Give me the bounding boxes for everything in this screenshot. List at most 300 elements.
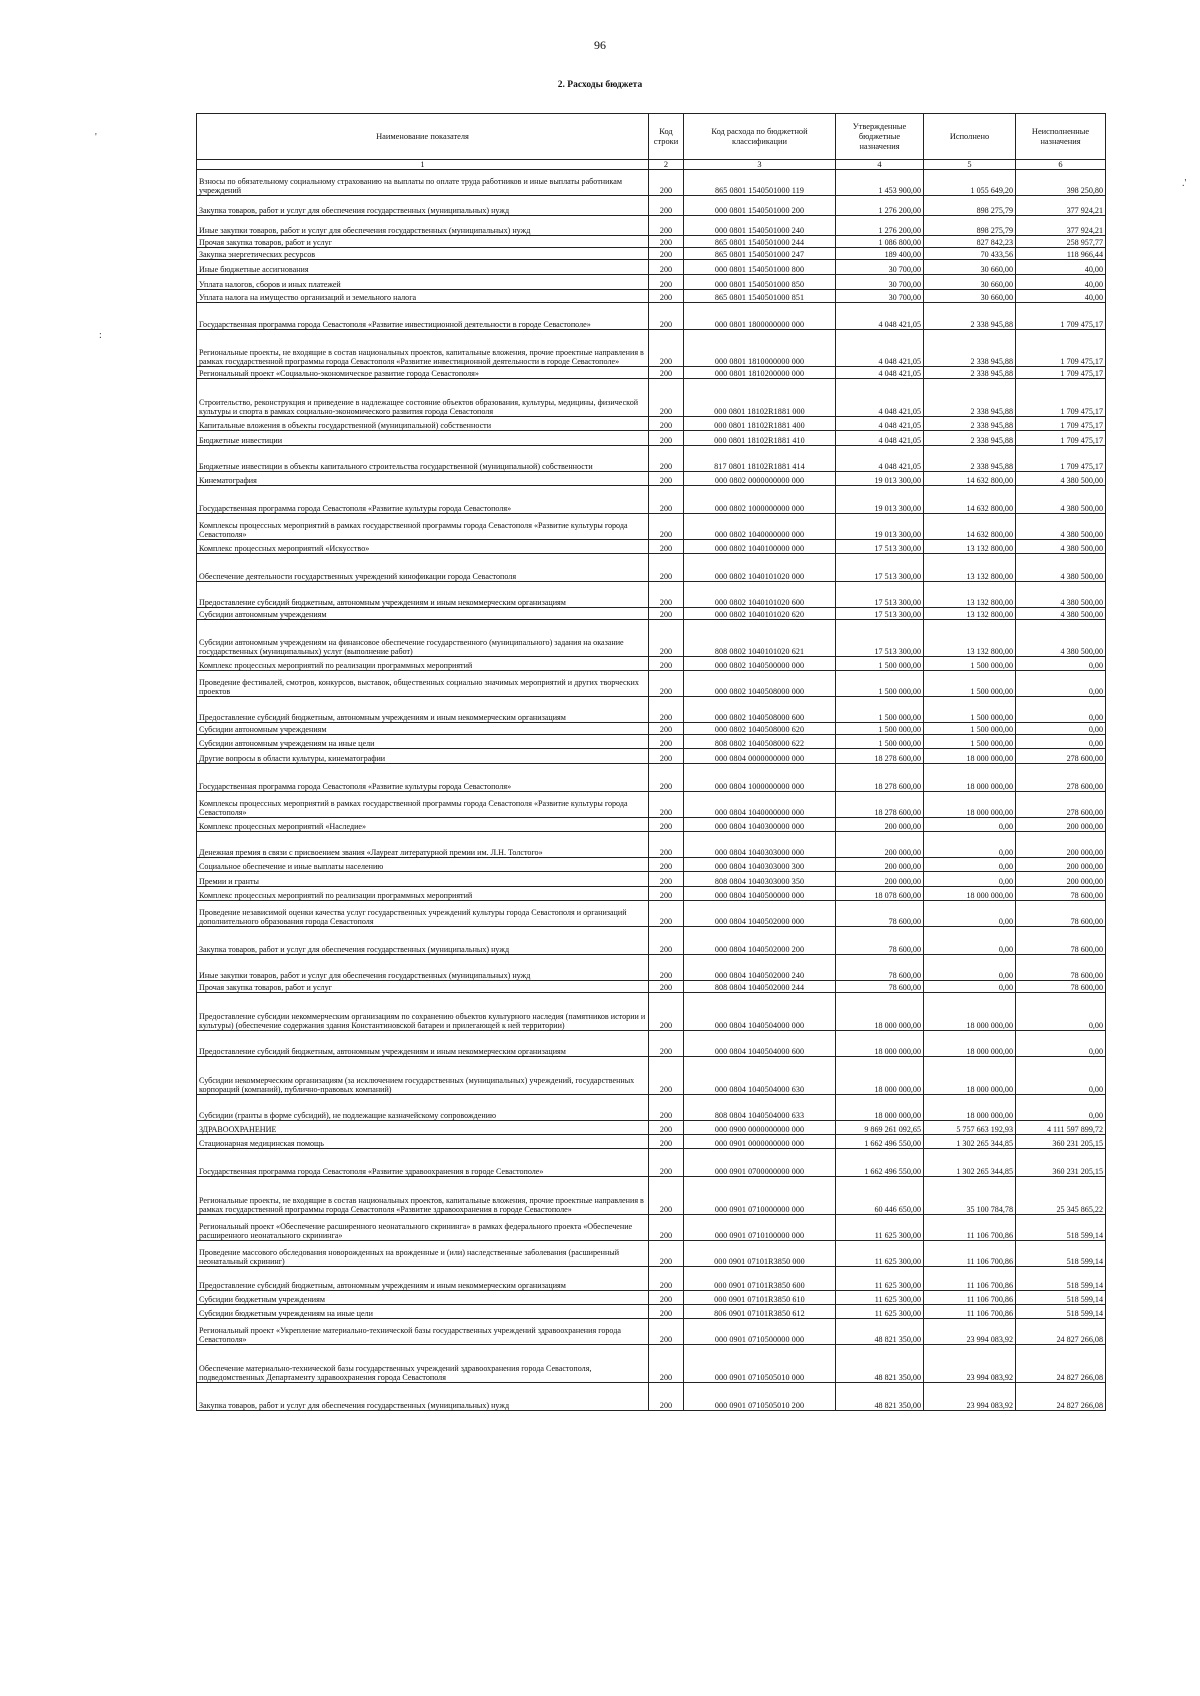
row-name: Субсидии бюджетным учреждениям на иные цели [197,1305,649,1319]
row-budget-classification: 865 0801 1540501000 247 [684,248,836,260]
row-approved-amount: 18 000 000,00 [836,1057,924,1095]
table-row [197,749,1106,764]
row-remaining-amount: 0,00 [1016,1031,1106,1057]
row-line-code: 200 [649,887,684,901]
row-approved-amount: 1 276 200,00 [836,196,924,216]
row-line-code: 200 [649,749,684,764]
column-header-remaining: Неисполненные назначения [1016,114,1106,160]
row-name: ЗДРАВООХРАНЕНИЕ [197,1121,649,1135]
row-approved-amount: 18 000 000,00 [836,1031,924,1057]
row-approved-amount: 18 000 000,00 [836,993,924,1031]
row-name: Уплата налогов, сборов и иных платежей [197,275,649,290]
row-executed-amount: 1 500 000,00 [924,657,1016,671]
row-name: Бюджетные инвестиции [197,431,649,446]
row-executed-amount: 2 338 945,88 [924,330,1016,367]
row-executed-amount: 0,00 [924,927,1016,955]
row-approved-amount: 17 513 300,00 [836,554,924,582]
row-approved-amount: 78 600,00 [836,927,924,955]
row-approved-amount: 19 013 300,00 [836,472,924,486]
row-executed-amount: 0,00 [924,832,1016,858]
row-line-code: 200 [649,832,684,858]
row-line-code: 200 [649,1291,684,1305]
row-remaining-amount: 0,00 [1016,993,1106,1031]
row-line-code: 200 [649,901,684,927]
row-budget-classification: 000 0901 0710500000 000 [684,1319,836,1345]
row-name: Строительство, реконструкция и приведение в надлежащее состояние объектов образования, культуры, медицины, физической культуры и спорта в рамках социально-экономического развития города Севастополя [197,379,649,417]
table-row [197,1215,1106,1241]
row-name: Комплекс процессных мероприятий по реализации программных мероприятий [197,657,649,671]
row-line-code: 200 [649,818,684,832]
row-remaining-amount: 377 924,21 [1016,216,1106,236]
row-executed-amount: 1 302 265 344,85 [924,1149,1016,1177]
row-approved-amount: 9 869 261 092,65 [836,1121,924,1135]
row-remaining-amount: 377 924,21 [1016,196,1106,216]
row-approved-amount: 1 086 800,00 [836,236,924,248]
row-executed-amount: 23 994 083,92 [924,1345,1016,1383]
row-name: Субсидии автономным учреждениям [197,723,649,735]
row-executed-amount: 0,00 [924,872,1016,887]
row-name: Предоставление субсидий бюджетным, автономным учреждениям и иным некоммерческим организациям [197,697,649,723]
row-line-code: 200 [649,1177,684,1215]
row-executed-amount: 14 632 800,00 [924,514,1016,540]
row-name: Другие вопросы в области культуры, кинематографии [197,749,649,764]
row-line-code: 200 [649,1267,684,1291]
table-row [197,993,1106,1031]
row-executed-amount: 11 106 700,86 [924,1305,1016,1319]
row-remaining-amount: 360 231 205,15 [1016,1149,1106,1177]
row-budget-classification: 000 0804 1040500000 000 [684,887,836,901]
row-budget-classification: 865 0801 1540501000 119 [684,170,836,196]
row-budget-classification: 808 0804 1040504000 633 [684,1095,836,1121]
row-remaining-amount: 518 599,14 [1016,1291,1106,1305]
row-executed-amount: 2 338 945,88 [924,367,1016,379]
row-approved-amount: 200 000,00 [836,832,924,858]
row-name: Проведение массового обследования новорожденных на врожденные и (или) наследственные заболевания (расширенный неонатальный скрининг) [197,1241,649,1267]
row-name: Комплекс процессных мероприятий по реализации программных мероприятий [197,887,649,901]
table-row [197,540,1106,554]
row-approved-amount: 19 013 300,00 [836,486,924,514]
row-name: Обеспечение материально-технической базы государственных учреждений здравоохранения города Севастополя, подведомственных Департаменту здравоохранения города Севастополя [197,1345,649,1383]
row-executed-amount: 18 000 000,00 [924,993,1016,1031]
row-line-code: 200 [649,486,684,514]
row-executed-amount: 18 000 000,00 [924,749,1016,764]
row-line-code: 200 [649,236,684,248]
row-remaining-amount: 0,00 [1016,723,1106,735]
row-name: Субсидии бюджетным учреждениям [197,1291,649,1305]
row-line-code: 200 [649,1121,684,1135]
row-budget-classification: 000 0801 1540501000 240 [684,216,836,236]
table-row [197,170,1106,196]
row-approved-amount: 200 000,00 [836,872,924,887]
row-remaining-amount: 78 600,00 [1016,981,1106,993]
row-budget-classification: 000 0901 07101R3850 600 [684,1267,836,1291]
row-remaining-amount: 398 250,80 [1016,170,1106,196]
row-name: Прочая закупка товаров, работ и услуг [197,236,649,248]
table-row [197,472,1106,486]
row-approved-amount: 17 513 300,00 [836,620,924,657]
row-remaining-amount: 0,00 [1016,735,1106,749]
row-approved-amount: 48 821 350,00 [836,1383,924,1411]
row-approved-amount: 1 500 000,00 [836,671,924,697]
row-remaining-amount: 1 709 475,17 [1016,330,1106,367]
row-line-code: 200 [649,981,684,993]
row-executed-amount: 18 000 000,00 [924,764,1016,792]
table-row [197,818,1106,832]
row-remaining-amount: 4 111 597 899,72 [1016,1121,1106,1135]
row-name: Проведение фестивалей, смотров, конкурсов, выставок, общественных социально значимых мероприятий и других творческих проектов [197,671,649,697]
row-approved-amount: 17 513 300,00 [836,540,924,554]
row-budget-classification: 000 0901 07101R3850 000 [684,1241,836,1267]
row-name: Стационарная медицинская помощь [197,1135,649,1149]
row-line-code: 200 [649,1241,684,1267]
row-remaining-amount: 518 599,14 [1016,1305,1106,1319]
row-line-code: 200 [649,993,684,1031]
row-remaining-amount: 78 600,00 [1016,901,1106,927]
table-row [197,236,1106,248]
row-budget-classification: 806 0901 07101R3850 612 [684,1305,836,1319]
row-approved-amount: 1 662 496 550,00 [836,1149,924,1177]
row-line-code: 200 [649,1345,684,1383]
table-row [197,582,1106,608]
column-number-row [197,160,1106,170]
row-name: Государственная программа города Севастополя «Развитие культуры города Севастополя» [197,764,649,792]
row-remaining-amount: 40,00 [1016,290,1106,303]
table-row [197,1177,1106,1215]
row-budget-classification: 865 0801 1540501000 244 [684,236,836,248]
table-row [197,216,1106,236]
table-row [197,1241,1106,1267]
row-remaining-amount: 4 380 500,00 [1016,472,1106,486]
table-row [197,486,1106,514]
row-approved-amount: 18 278 600,00 [836,792,924,818]
row-line-code: 200 [649,1057,684,1095]
row-approved-amount: 189 400,00 [836,248,924,260]
row-budget-classification: 000 0901 0710000000 000 [684,1177,836,1215]
row-budget-classification: 000 0802 1040508000 000 [684,671,836,697]
table-row [197,1057,1106,1095]
row-name: Региональные проекты, не входящие в состав национальных проектов, капитальные вложения, прочие проектные направления в рамках государственной программы города Севастополя «Развитие здравоохранения в городе Севастополе» [197,1177,649,1215]
row-budget-classification: 865 0801 1540501000 851 [684,290,836,303]
table-row [197,764,1106,792]
row-name: Государственная программа города Севастополя «Развитие инвестиционной деятельности в городе Севастополе» [197,303,649,330]
column-header-code: Код строки [649,114,684,160]
row-budget-classification: 000 0900 0000000000 000 [684,1121,836,1135]
row-budget-classification: 000 0802 1040500000 000 [684,657,836,671]
row-line-code: 200 [649,367,684,379]
row-approved-amount: 11 625 300,00 [836,1241,924,1267]
table-row [197,303,1106,330]
row-approved-amount: 19 013 300,00 [836,514,924,540]
row-executed-amount: 1 500 000,00 [924,671,1016,697]
row-budget-classification: 808 0804 1040502000 244 [684,981,836,993]
row-executed-amount: 13 132 800,00 [924,540,1016,554]
row-name: Премии и гранты [197,872,649,887]
row-remaining-amount: 518 599,14 [1016,1241,1106,1267]
row-line-code: 200 [649,723,684,735]
row-budget-classification: 000 0901 0710505010 200 [684,1383,836,1411]
row-budget-classification: 000 0901 0700000000 000 [684,1149,836,1177]
row-budget-classification: 817 0801 18102R1881 414 [684,446,836,472]
row-executed-amount: 23 994 083,92 [924,1319,1016,1345]
row-budget-classification: 000 0801 18102R1881 400 [684,417,836,431]
table-row [197,554,1106,582]
row-name: Капитальные вложения в объекты государственной (муниципальной) собственности [197,417,649,431]
table-row [197,1319,1106,1345]
table-row [197,367,1106,379]
row-executed-amount: 30 660,00 [924,275,1016,290]
row-executed-amount: 898 275,79 [924,216,1016,236]
row-remaining-amount: 4 380 500,00 [1016,540,1106,554]
row-budget-classification: 000 0901 0710505010 000 [684,1345,836,1383]
row-line-code: 200 [649,472,684,486]
table-header-row [197,114,1106,160]
row-line-code: 200 [649,697,684,723]
row-remaining-amount: 118 966,44 [1016,248,1106,260]
table-row [197,872,1106,887]
row-remaining-amount: 360 231 205,15 [1016,1135,1106,1149]
row-line-code: 200 [649,1095,684,1121]
row-line-code: 200 [649,330,684,367]
table-row [197,514,1106,540]
row-approved-amount: 48 821 350,00 [836,1345,924,1383]
row-budget-classification: 000 0804 1040504000 000 [684,993,836,1031]
row-line-code: 200 [649,927,684,955]
row-remaining-amount: 4 380 500,00 [1016,582,1106,608]
row-name: Закупка товаров, работ и услуг для обеспечения государственных (муниципальных) нужд [197,927,649,955]
row-name: Иные закупки товаров, работ и услуг для обеспечения государственных (муниципальных) нужд [197,955,649,981]
row-executed-amount: 13 132 800,00 [924,554,1016,582]
row-executed-amount: 898 275,79 [924,196,1016,216]
row-line-code: 200 [649,620,684,657]
row-budget-classification: 000 0804 1040502000 000 [684,901,836,927]
row-name: Комплекс процессных мероприятий «Искусство» [197,540,649,554]
column-number: 6 [1016,160,1106,170]
row-approved-amount: 60 446 650,00 [836,1177,924,1215]
row-executed-amount: 1 500 000,00 [924,697,1016,723]
row-executed-amount: 0,00 [924,981,1016,993]
row-remaining-amount: 278 600,00 [1016,792,1106,818]
row-budget-classification: 000 0802 1040101020 620 [684,608,836,620]
table-row [197,723,1106,735]
column-number: 3 [684,160,836,170]
row-executed-amount: 23 994 083,92 [924,1383,1016,1411]
row-budget-classification: 000 0801 1540501000 800 [684,260,836,275]
row-line-code: 200 [649,303,684,330]
row-name: Региональный проект «Социально-экономическое развитие города Севастополя» [197,367,649,379]
row-executed-amount: 18 000 000,00 [924,887,1016,901]
row-remaining-amount: 40,00 [1016,260,1106,275]
row-approved-amount: 1 662 496 550,00 [836,1135,924,1149]
row-executed-amount: 11 106 700,86 [924,1241,1016,1267]
scan-artifact: .' [1182,178,1187,189]
row-budget-classification: 000 0801 18102R1881 410 [684,431,836,446]
row-line-code: 200 [649,735,684,749]
row-line-code: 200 [649,1215,684,1241]
row-approved-amount: 30 700,00 [836,275,924,290]
row-name: Кинематография [197,472,649,486]
row-executed-amount: 13 132 800,00 [924,608,1016,620]
row-approved-amount: 11 625 300,00 [836,1305,924,1319]
row-remaining-amount: 200 000,00 [1016,872,1106,887]
row-approved-amount: 11 625 300,00 [836,1267,924,1291]
table-row [197,1031,1106,1057]
table-row [197,697,1106,723]
table-row [197,735,1106,749]
row-line-code: 200 [649,540,684,554]
expenses-table [196,113,1106,1411]
table-row [197,1291,1106,1305]
row-approved-amount: 18 278 600,00 [836,749,924,764]
table-body [197,170,1106,1411]
column-number: 4 [836,160,924,170]
row-budget-classification: 000 0802 1040101020 600 [684,582,836,608]
row-remaining-amount: 25 345 865,22 [1016,1177,1106,1215]
row-name: Уплата налога на имущество организаций и земельного налога [197,290,649,303]
row-name: Государственная программа города Севастополя «Развитие здравоохранения в городе Севастополе» [197,1149,649,1177]
row-name: Субсидии (гранты в форме субсидий), не подлежащие казначейскому сопровождению [197,1095,649,1121]
row-approved-amount: 200 000,00 [836,858,924,872]
row-executed-amount: 13 132 800,00 [924,582,1016,608]
row-line-code: 200 [649,582,684,608]
row-name: Социальное обеспечение и иные выплаты населению [197,858,649,872]
row-executed-amount: 0,00 [924,901,1016,927]
row-remaining-amount: 0,00 [1016,657,1106,671]
row-approved-amount: 17 513 300,00 [836,582,924,608]
row-name: Комплекс процессных мероприятий «Наследие» [197,818,649,832]
row-budget-classification: 000 0804 1040303000 000 [684,832,836,858]
column-number: 2 [649,160,684,170]
table-row [197,832,1106,858]
row-budget-classification: 000 0804 1000000000 000 [684,764,836,792]
row-line-code: 200 [649,1135,684,1149]
row-name: Субсидии автономным учреждениям на финансовое обеспечение государственного (муниципального) задания на оказание государственных (муниципальных) услуг (выполнение работ) [197,620,649,657]
row-budget-classification: 808 0802 1040101020 621 [684,620,836,657]
table-row [197,417,1106,431]
row-remaining-amount: 0,00 [1016,671,1106,697]
row-name: Бюджетные инвестиции в объекты капитального строительства государственной (муниципальной) собственности [197,446,649,472]
row-line-code: 200 [649,417,684,431]
row-line-code: 200 [649,764,684,792]
row-remaining-amount: 0,00 [1016,697,1106,723]
row-name: Предоставление субсидии некоммерческим организациям по сохранению объектов культурного наследия (памятников истории и культуры) (обеспечение содержания здания Константиновской батареи и прилегающей к ней территории) [197,993,649,1031]
row-line-code: 200 [649,431,684,446]
row-budget-classification: 000 0804 1040303000 300 [684,858,836,872]
row-remaining-amount: 1 709 475,17 [1016,303,1106,330]
row-line-code: 200 [649,514,684,540]
column-header-classification: Код расхода по бюджетной классификации [684,114,836,160]
row-executed-amount: 35 100 784,78 [924,1177,1016,1215]
row-executed-amount: 2 338 945,88 [924,446,1016,472]
row-name: Обеспечение деятельности государственных учреждений кинофикации города Севастополя [197,554,649,582]
row-budget-classification: 000 0801 1540501000 850 [684,275,836,290]
row-executed-amount: 18 000 000,00 [924,1031,1016,1057]
row-approved-amount: 18 000 000,00 [836,1095,924,1121]
row-line-code: 200 [649,216,684,236]
row-remaining-amount: 78 600,00 [1016,955,1106,981]
row-name: Закупка энергетических ресурсов [197,248,649,260]
row-line-code: 200 [649,1305,684,1319]
column-number: 5 [924,160,1016,170]
row-line-code: 200 [649,955,684,981]
row-remaining-amount: 1 709 475,17 [1016,367,1106,379]
row-remaining-amount: 200 000,00 [1016,832,1106,858]
row-approved-amount: 1 500 000,00 [836,697,924,723]
row-line-code: 200 [649,260,684,275]
row-executed-amount: 1 500 000,00 [924,735,1016,749]
table-row [197,1135,1106,1149]
row-executed-amount: 30 660,00 [924,260,1016,275]
column-header-approved: Утвержденные бюджетные назначения [836,114,924,160]
row-line-code: 200 [649,872,684,887]
row-name: Предоставление субсидий бюджетным, автономным учреждениям и иным некоммерческим организациям [197,1267,649,1291]
row-line-code: 200 [649,671,684,697]
table-row [197,1345,1106,1383]
row-approved-amount: 1 276 200,00 [836,216,924,236]
row-remaining-amount: 1 709 475,17 [1016,417,1106,431]
row-remaining-amount: 24 827 266,08 [1016,1383,1106,1411]
row-approved-amount: 4 048 421,05 [836,367,924,379]
row-remaining-amount: 258 957,77 [1016,236,1106,248]
row-executed-amount: 2 338 945,88 [924,303,1016,330]
table-row [197,901,1106,927]
table-row [197,379,1106,417]
row-executed-amount: 827 842,23 [924,236,1016,248]
row-name: Проведение независимой оценки качества услуг государственных учреждений культуры города Севастополя и организаций дополнительного образования города Севастополя [197,901,649,927]
row-remaining-amount: 78 600,00 [1016,927,1106,955]
row-budget-classification: 000 0802 0000000000 000 [684,472,836,486]
row-remaining-amount: 4 380 500,00 [1016,620,1106,657]
row-name: Комплексы процессных мероприятий в рамках государственной программы города Севастополя «Развитие культуры города Севастополя» [197,514,649,540]
row-remaining-amount: 4 380 500,00 [1016,608,1106,620]
row-budget-classification: 000 0804 1040502000 240 [684,955,836,981]
table-row [197,1383,1106,1411]
row-line-code: 200 [649,1383,684,1411]
row-remaining-amount: 4 380 500,00 [1016,486,1106,514]
table-row [197,1095,1106,1121]
table-row [197,955,1106,981]
row-budget-classification: 000 0804 1040504000 630 [684,1057,836,1095]
row-approved-amount: 48 821 350,00 [836,1319,924,1345]
row-executed-amount: 1 302 265 344,85 [924,1135,1016,1149]
row-executed-amount: 1 500 000,00 [924,723,1016,735]
table-row [197,196,1106,216]
row-approved-amount: 1 500 000,00 [836,723,924,735]
table-row [197,858,1106,872]
table-row [197,446,1106,472]
row-name: Субсидии некоммерческим организациям (за исключением государственных (муниципальных) учреждений, государственных корпораций (компаний), публично-правовых компаний) [197,1057,649,1095]
row-remaining-amount: 518 599,14 [1016,1215,1106,1241]
row-remaining-amount: 1 709 475,17 [1016,379,1106,417]
column-number: 1 [197,160,649,170]
row-budget-classification: 000 0802 1040000000 000 [684,514,836,540]
row-name: Субсидии автономным учреждениям на иные цели [197,735,649,749]
row-remaining-amount: 0,00 [1016,1057,1106,1095]
row-remaining-amount: 24 827 266,08 [1016,1345,1106,1383]
row-approved-amount: 4 048 421,05 [836,446,924,472]
row-budget-classification: 000 0801 1800000000 000 [684,303,836,330]
scan-artifact: : [99,330,102,341]
row-remaining-amount: 518 599,14 [1016,1267,1106,1291]
row-executed-amount: 13 132 800,00 [924,620,1016,657]
table-row [197,290,1106,303]
row-executed-amount: 14 632 800,00 [924,472,1016,486]
row-name: Государственная программа города Севастополя «Развитие культуры города Севастополя» [197,486,649,514]
row-line-code: 200 [649,1031,684,1057]
row-line-code: 200 [649,657,684,671]
row-approved-amount: 30 700,00 [836,290,924,303]
row-name: Закупка товаров, работ и услуг для обеспечения государственных (муниципальных) нужд [197,1383,649,1411]
table-row [197,927,1106,955]
